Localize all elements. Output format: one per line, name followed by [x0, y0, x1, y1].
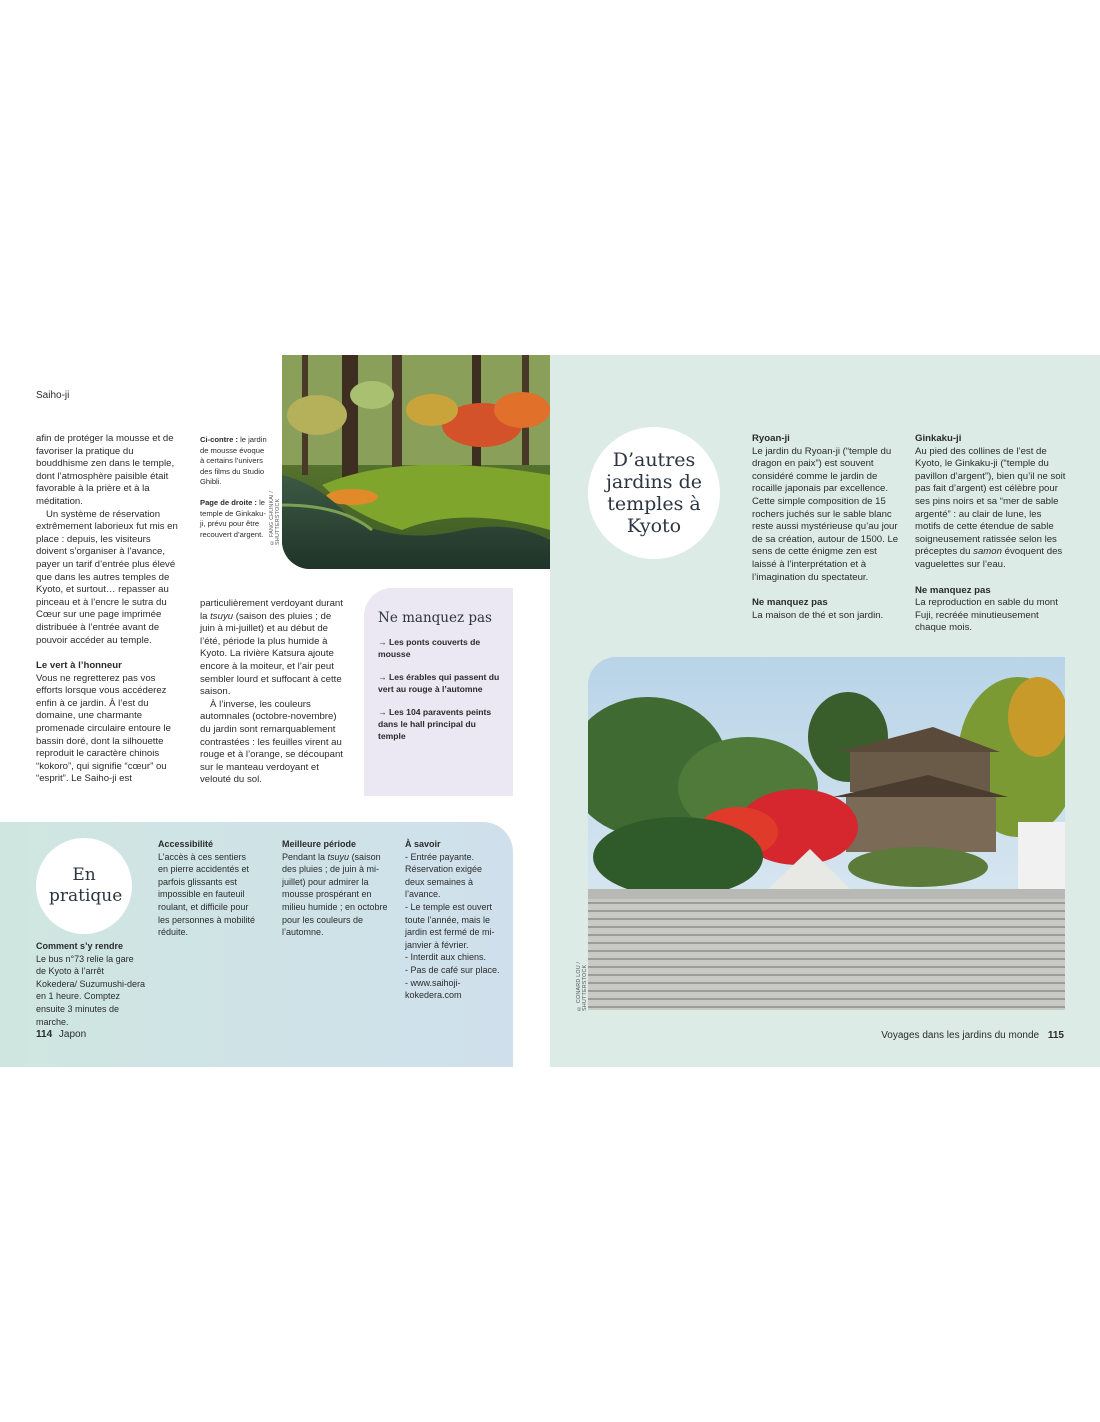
box-title: Ne manquez pas [378, 610, 492, 626]
comment-block [36, 940, 146, 1028]
photo-credit: © CONARD LOU / SHUTTERSTOCK [576, 961, 588, 1011]
caption-label: Page de droite : [200, 497, 257, 507]
access-block [158, 838, 258, 939]
folio-title: Voyages dans les jardins du monde [881, 1030, 1040, 1041]
block-heading: Accessibilité [158, 839, 214, 849]
garden-title: Ginkaku-ji [915, 433, 962, 444]
right-page [550, 355, 1100, 1067]
paragraph: Le jardin du Ryoan-ji (“temple du dragon en paix”) est souvent considéré comme le jardin de rocaille japonais par excellence. Cette simple composition de 15 rochers juchés sur le sable blanc reste aussi mystérieuse qu’au jour de sa création, autour de 1500. Le sens de cette énigme zen est laissé à l’interprétation et à l’imagination du spectateur. [752, 445, 899, 583]
block-text: - Pas de café sur place. [405, 964, 500, 975]
en-pratique-band [0, 822, 513, 1067]
paragraph: Vous ne regretterez pas vos efforts lorsque vous accéderez enfin à ce jardin. À l’est du domaine, une charmante promenade circulaire entoure le bassin doré, dont la silhouette reproduit le caractère chinois “kokoro”, qui signifie “cœur” ou “esprit”. Le Saiho-ji est [36, 672, 171, 785]
captions [200, 435, 270, 540]
know-block [405, 838, 503, 1002]
ne-manquez-pas-box [364, 588, 513, 796]
folio-title: Japon [58, 1029, 87, 1040]
paragraph: Au pied des collines de l’est de Kyoto, le Ginkaku-ji (“temple du pavillon d’argent”), bien qu’il ne soit pas fait d’argent) est célèbre pour ses pins noirs et sa “mer de sable argenté” : au clair de lune, les motifs de cette étendue de sable soigneusement ratissée selon les préceptes du samon évoquent des vaguelettes sur l’eau. [915, 445, 1066, 570]
page-number: 115 [1047, 1030, 1064, 1041]
list-item: → Les érables qui passent du vert au rouge à l’automne [378, 671, 500, 695]
left-page [0, 355, 550, 1067]
arrow-icon: → [378, 706, 387, 717]
photo-credit: © FANG CHUNKAI / SHUTTERSTOCK [269, 490, 281, 545]
en-pratique-title: En pratique [36, 838, 132, 934]
paragraph: afin de protéger la mousse et de favoriser la pratique du bouddhisme zen dans le temple, dont l’atmosphère paisible était favorable à la prière et à la méditation. [36, 433, 175, 507]
paragraph: À l’inverse, les couleurs automnales (octobre-novembre) du jardin sont remarquablement contrastées : les feuilles virent au rouge et à l’orange, se découpant sur le manteau verdoyant et velouté du sol. [200, 698, 343, 786]
block-heading: Meilleure période [282, 839, 357, 849]
paragraph: La maison de thé et son jardin. [752, 609, 884, 621]
arrow-icon: → [378, 637, 387, 647]
block-text: - Entrée payante. Réservation exigée deux semaines à l’avance. [405, 851, 483, 900]
caption-text: le temple de Ginkaku-ji, prévu pour être recouvert d’argent. [200, 497, 266, 539]
caption-label: Ci-contre : [200, 435, 238, 444]
block-text: L’accès à ces sentiers en pierre accidentés et parfois glissants est impossible en fauteuil roulant, et difficile pour les personnes à mobilité réduite. [158, 851, 256, 938]
list-item: → Les 104 paravents peints dans le hall principal du temple [378, 706, 492, 742]
page-number: 114 [36, 1029, 53, 1040]
body-column-2 [200, 598, 348, 787]
block-text: - Le temple est ouvert toute l’année, mais le jardin est fermé de mi-janvier à février. [405, 901, 495, 950]
paragraph: La reproduction en sable du mont Fuji, recréée minutieusement chaque mois. [915, 597, 1058, 634]
list-item: → Les ponts couverts de mousse [378, 637, 481, 660]
ryoan-ji-block [752, 433, 900, 622]
nmp-label: Ne manquez pas [915, 584, 991, 596]
block-text: - Interdit aux chiens. [405, 952, 487, 963]
folio [36, 1029, 86, 1040]
ginkaku-ji-block [915, 433, 1067, 635]
paragraph: particulièrement verdoyant durant la tsuyu (saison des pluies ; de juin à mi-juillet) et au début de l’été, période la plus humide à Kyoto. La rivière Katsura ajoute encore à la moiteur, et l’air peut sembler lourd et suffocant à cette saison. [200, 598, 343, 698]
block-heading: À savoir [405, 839, 441, 849]
nmp-label: Ne manquez pas [752, 597, 828, 609]
section-title-circle: D’autres jardins de temples à Kyoto [588, 427, 720, 559]
block-heading: Comment s’y rendre [36, 941, 124, 951]
block-text: Pendant la tsuyu (saison des pluies ; de juin à mi-juillet) pour admirer la mousse prospérant en milieu humide ; en octobre pour les couleurs de l’automne. [282, 851, 388, 938]
ginkaku-ji-photo [588, 657, 1065, 1010]
section-heading: Le vert à l’honneur [36, 660, 122, 672]
paragraph: Un système de réservation extrêmement laborieux fut mis en place : depuis, les visiteurs doivent s’organiser à l’avance, payer un tarif d’entrée plus élevé que dans les autres temples de Kyoto, et surtout… repasser au pinceau et à l’encre le sutra du Cœur sur une page imprimée distribuée à l’entrée avant de pouvoir accéder au temple. [36, 508, 178, 646]
body-column-1 [36, 433, 179, 786]
block-text: - www.saihoji-kokedera.com [405, 977, 462, 1001]
moss-garden-photo [282, 355, 550, 569]
folio [881, 1030, 1064, 1041]
running-head: Saiho-ji [36, 390, 70, 401]
period-block [282, 838, 390, 939]
caption-text: le jardin de mousse évoque à certains l’univers des films du Studio Ghibli. [200, 435, 267, 487]
block-text: Le bus n°73 relie la gare de Kyoto à l’arrêt Kokedera/ Suzumushi-dera en 1 heure. Comptez ensuite 3 minutes de marche. [36, 953, 146, 1027]
garden-title: Ryoan-ji [752, 433, 790, 444]
arrow-icon: → [378, 671, 387, 682]
